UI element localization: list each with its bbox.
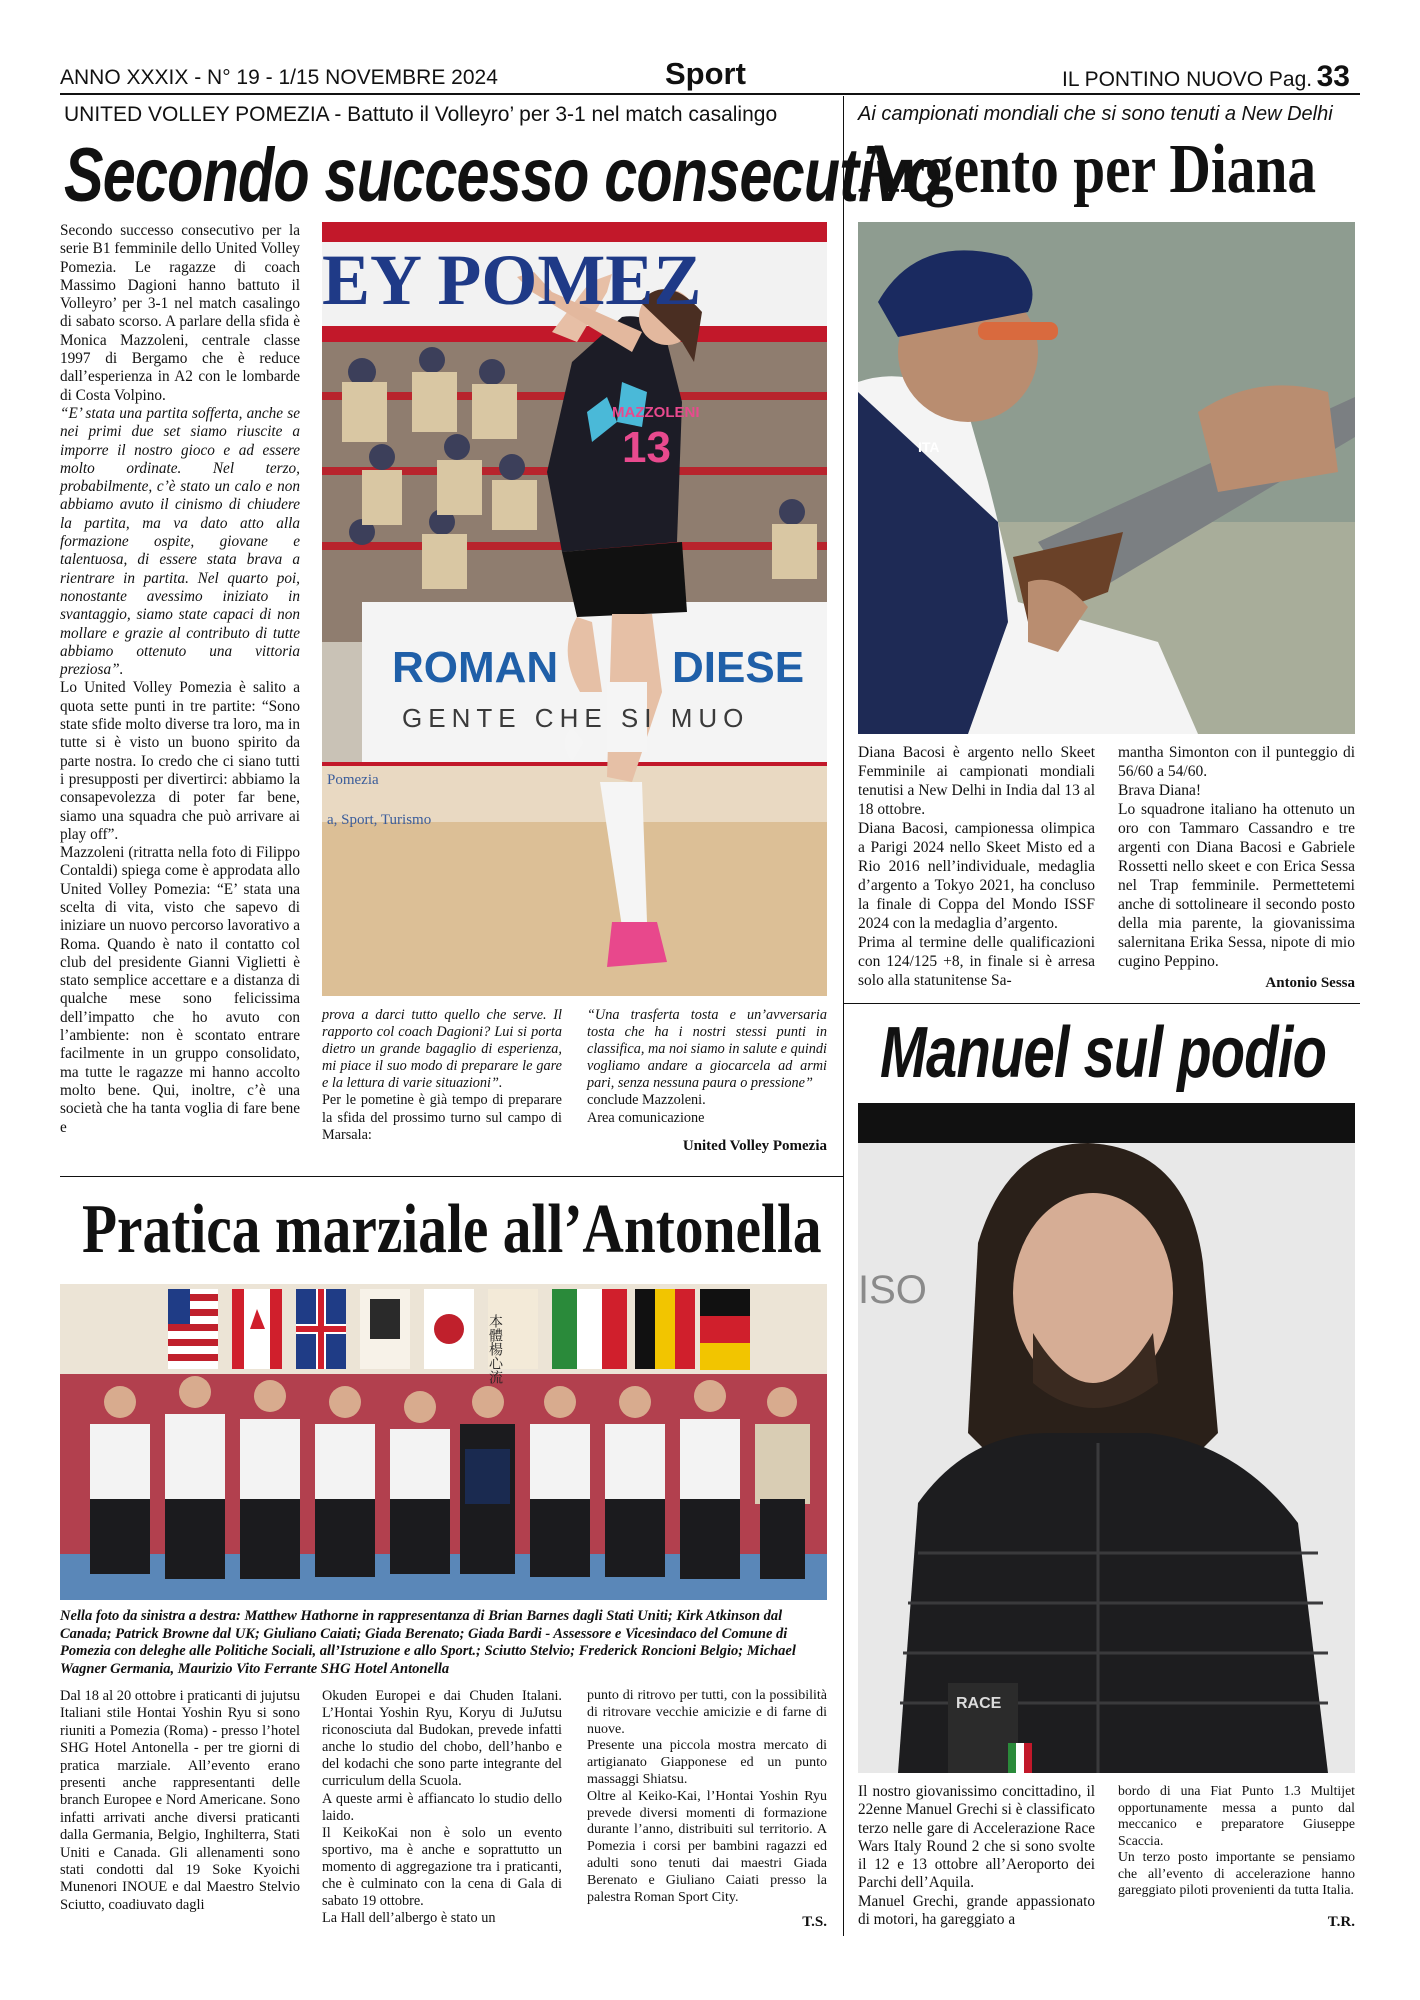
paragraph: Dal 18 al 20 ottobre i praticanti di jujutsu Italiani stile Hontai Yoshin Ryu si sono riuniti a Pomezia (Roma) - presso l’hotel SHG Hotel Antonella - per tre giorni di pratica marziale. All’evento erano presenti anche rappresentanti delle branch Europee e Nord Americane. Sono infatti arrivati anche diversi praticanti dalla Germania, Belgio, Inghilterra, Stati Uniti e Canada. Gli allenamenti sono stati condotti dal 19 Soke Kyoichi Munenori INOUE e dal Maestro Stelvio Sciutto, coadiuvato dagli: [60, 1688, 301, 1913]
jersey-number: 13: [622, 423, 671, 472]
marziale-group-photo: [60, 1284, 827, 1600]
masthead: [1062, 60, 1350, 94]
marziale-headline: Pratica marziale all’Antonella: [82, 1191, 822, 1268]
volley-column-2: [322, 1007, 562, 1157]
volley-column-3: [587, 1007, 827, 1137]
volleyball-photo-art: [322, 222, 827, 996]
paragraph: conclude Mazzoleni.: [587, 1092, 706, 1109]
paragraph: Secondo successo consecutivo per la serie B1 femminile dello United Volley Pomezia. Le ragazze di coach Massimo Dagioni hanno battuto il Volleyro’ per 3-1 nel match casalingo di sabato scorso. A parlare della sfida è Monica Mazzoleni, centrale classe 1997 di Bergamo che è reduce dall’esperienza in A2 con le lombarde di Costa Volpino.: [60, 222, 300, 404]
volley-kicker: UNITED VOLLEY POMEZIA - Battuto il Volleyro’ per 3-1 nel match casalingo: [64, 103, 778, 126]
manuel-column-2: [1118, 1783, 1355, 1903]
trophy-label: RACE: [956, 1695, 1002, 1712]
paragraph: Area comunicazione: [587, 1109, 705, 1126]
marziale-column-1: [60, 1688, 300, 1928]
wall-sign-text: ISO: [858, 1268, 927, 1312]
paragraph: Okuden Europei e dai Chuden Italani. L’Hontai Yoshin Ryu, Koryu di JuJutsu riconosciuta dal Budokan, prevede infatti anche lo studio del chobo, dell’hanbo e del kodachi che sono parte integrante del curriculum della Scuola.: [322, 1688, 562, 1790]
portrait-photo-art: [858, 1103, 1355, 1773]
issue-info: ANNO XXXIX - N° 19 - 1/15 NOVEMBRE 2024: [60, 66, 498, 89]
paragraph: Prima al termine delle qualificazioni con 124/125 +8, in finale si è arresa solo alla statunitense Sa-: [858, 934, 1095, 989]
manuel-headline: Manuel sul podio: [880, 1013, 1327, 1093]
paragraph: prova a darci tutto quello che serve. Il rapporto col coach Dagioni? Lui si porta dietro un grande bagaglio di esperienza, mi piace il suo modo di preparare le gare e la lettura di varie situazioni”.: [322, 1007, 562, 1092]
volley-column-1: [60, 222, 300, 1160]
marziale-signature: T.S.: [802, 1914, 827, 1930]
vest-label: ITA: [918, 439, 940, 455]
paragraph: Per le pometine è già tempo di preparare la sfida del prossimo turno sul campo di Marsala:: [322, 1092, 562, 1143]
group-photo-art: [60, 1284, 827, 1600]
diana-headline: Argento per Diana: [858, 131, 1317, 208]
page-number: 33: [1316, 60, 1350, 93]
paragraph: A queste armi è affiancato lo studio dello laido.: [322, 1790, 562, 1824]
paragraph: “E’ stata una partita sofferta, anche se nei primi due set siamo riuscite a imporre il nostro gioco e ad essere molto ordinate. Nel terzo, probabilmente, c’è stato un calo e non abbiamo avuto il cinismo di chiudere la partita, ma va dato atto alla formazione ospite, giovane e talentuosa, di essere stata brava a rientrare in partita. Nel quarto poi, nonostante avessimo iniziato in svantaggio, siamo state capaci di non mollare e grazie al contributo di tutte abbiamo ottenuto una vittoria preziosa”.: [60, 404, 300, 679]
arena-banner-text: EY POMEZ: [322, 240, 702, 320]
section-title: Sport: [665, 56, 746, 91]
diana-shooter-photo: [858, 222, 1355, 734]
paragraph: Lo squadrone italiano ha ottenuto un oro con Tammaro Cassandro e tre argenti con Diana Bacosi e Gabriele Rossetti nello skeet e con Erica Sessa nel Trap femminile. Permettetemi anche di sottolineare il secondo posto della mia parente, la giovanissima salernitana Erika Sessa, nipote di mio cugino Peppino.: [1118, 801, 1355, 970]
paragraph: Presente una piccola mostra mercato di artigianato Giapponese ed un punto massaggi Shiatsu.: [587, 1738, 827, 1787]
manuel-column-1: [858, 1783, 1095, 1933]
shooter-photo-art: [858, 222, 1355, 734]
sponsor-banner-2: DIESE: [672, 643, 805, 692]
section-rule-right: [844, 1003, 1360, 1004]
column-divider-lower: [843, 1176, 844, 1936]
paragraph: Lo United Volley Pomezia è salito a quota sette punti in tre partite: “Sono state sfide molto diverse tra loro, ma in tutte si è visto un buono spirito da parte nostra. Io credo che ci siano tutti i presupposti per divertirci: abbiamo la consapevolezza di poter far bene, siamo una squadra che può arrivare ai play off”.: [60, 679, 300, 843]
paragraph: mantha Simonton con il punteggio di 56/60 a 54/60.: [1118, 744, 1355, 780]
volley-headline: Secondo successo consecutivo: [64, 133, 942, 218]
volley-signature: United Volley Pomezia: [682, 1138, 827, 1154]
paragraph: Oltre al Keiko-Kai, l’Hontai Yoshin Ryu prevede diversi momenti di formazione durante l’anno, distribuiti sul territorio. A Pomezia i corsi per bambini ragazzi ed adulti sono tenuti dai maestri Giada Berenato e Giuliano Caiati presso la palestra Roman Sport City.: [587, 1788, 827, 1905]
section-rule: [60, 1176, 843, 1177]
sponsor-banner-1: ROMAN: [392, 643, 559, 692]
paragraph: Mazzoleni (ritratta nella foto di Filippo Contaldi) spiega come è approdata allo United Volley Pomezia: “E’ stata una scelta di vita, visto che sapevo di iniziare un nuovo percorso lavorativo a Roma. Quando è nato il contatto col club del presidente Gianni Viglietti è stato semplice accettare e a distanza di qualche mese sono felicissima dell’impatto che ho avuto con l’ambiente: non è scontato entrare facilmente in un gruppo consolidato, ma tutte le ragazze mi hanno accolto molto bene. Qui, inoltre, c’è una società che ha tanta voglia di fare bene e: [60, 844, 300, 1136]
paragraph: Il nostro giovanissimo concittadino, il 22enne Manuel Grechi si è classificato terzo nelle gare di Accelerazione Race Wars Italy Round 2 che si sono svolte il 12 e 13 ottobre all’Aeroporto dei Parchi dell’Aquila.: [858, 1783, 1095, 1892]
wall-text-2: a, Sport, Turismo: [327, 812, 432, 828]
marziale-column-3: [587, 1688, 827, 1908]
paragraph: La Hall dell’albergo è stato un: [322, 1910, 496, 1927]
paragraph: Diana Bacosi è argento nello Skeet Femminile ai campionati mondiali tenutisi a New Delhi in India dal 13 al 18 ottobre.: [858, 744, 1095, 818]
diana-signature: Antonio Sessa: [1265, 975, 1355, 991]
diana-kicker: Ai campionati mondiali che si sono tenuti a New Delhi: [858, 103, 1333, 125]
header-rule: [60, 93, 1360, 95]
wall-text-1: Pomezia: [327, 772, 379, 788]
paragraph: Un terzo posto importante se pensiamo che all’evento di accelerazione hanno gareggiato piloti provenienti da tutta Italia.: [1118, 1849, 1355, 1897]
paragraph: bordo di una Fiat Punto 1.3 Multijet opportunamente messa a punto dal meccanico e preparatore Giuseppe Scaccia.: [1118, 1783, 1355, 1848]
paragraph: punto di ritrovo per tutti, con la possibilità di ritrovare vecchie amicizie e di farne di nuove.: [587, 1688, 827, 1737]
diana-column-2: [1118, 743, 1355, 973]
diana-column-1: [858, 743, 1095, 993]
paragraph: Diana Bacosi, campionessa olimpica a Parigi 2024 nello Skeet Misto ed a Rio 2016 nell’individuale, medaglia d’argento a Tokyo 2021, ha concluso la finale di Coppa del Mondo ISSF 2024 con la medaglia d’argento.: [858, 820, 1095, 932]
paragraph: Manuel Grechi, grande appassionato di motori, ha gareggiato a: [858, 1892, 1095, 1929]
marziale-column-2: [322, 1688, 562, 1928]
column-divider: [843, 96, 844, 1176]
paragraph: Il KeikoKai non è solo un evento sportivo, ma è anche e soprattutto un momento di aggregazione tra i praticanti, che è culminato con la cena di Gala di sabato 19 ottobre.: [322, 1824, 562, 1910]
volleyball-player-photo: [322, 222, 827, 996]
paragraph: Brava Diana!: [1118, 782, 1202, 799]
jersey-name: MAZZOLENI: [612, 404, 700, 421]
paragraph: “Una trasferta tosta e un’avversaria tosta che ha i nostri stessi punti in classifica, ma noi siamo in salute e quindi vogliamo andare a giocarcela ad armi pari, senza nessuna paura o pressione”: [587, 1007, 827, 1092]
manuel-signature: T.R.: [1327, 1914, 1355, 1930]
manuel-portrait-photo: [858, 1103, 1355, 1773]
marziale-photo-caption: Nella foto da sinistra a destra: Matthew Hathorne in rappresentanza di Brian Barnes dagli Stati Uniti; Kirk Atkinson dal Canada; Patrick Browne dal UK; Giuliano Caiati; Giada Berenato; Giada Bardi - Assessore e Vicesindaco del Comune di Pomezia con deleghe alle Politiche Sociali, all’Istruzione e allo Sport.; Sciutto Stelvio; Frederick Roncioni Belgio; Michael Wagner Germania, Maurizio Vito Ferrante SHG Hotel Antonella: [60, 1608, 796, 1677]
scroll-text: 本體楊心流: [487, 1314, 503, 1384]
sponsor-banner-sub: GENTE CHE SI MUO: [402, 703, 750, 733]
newspaper-name: IL PONTINO NUOVO Pag.: [1062, 68, 1313, 91]
